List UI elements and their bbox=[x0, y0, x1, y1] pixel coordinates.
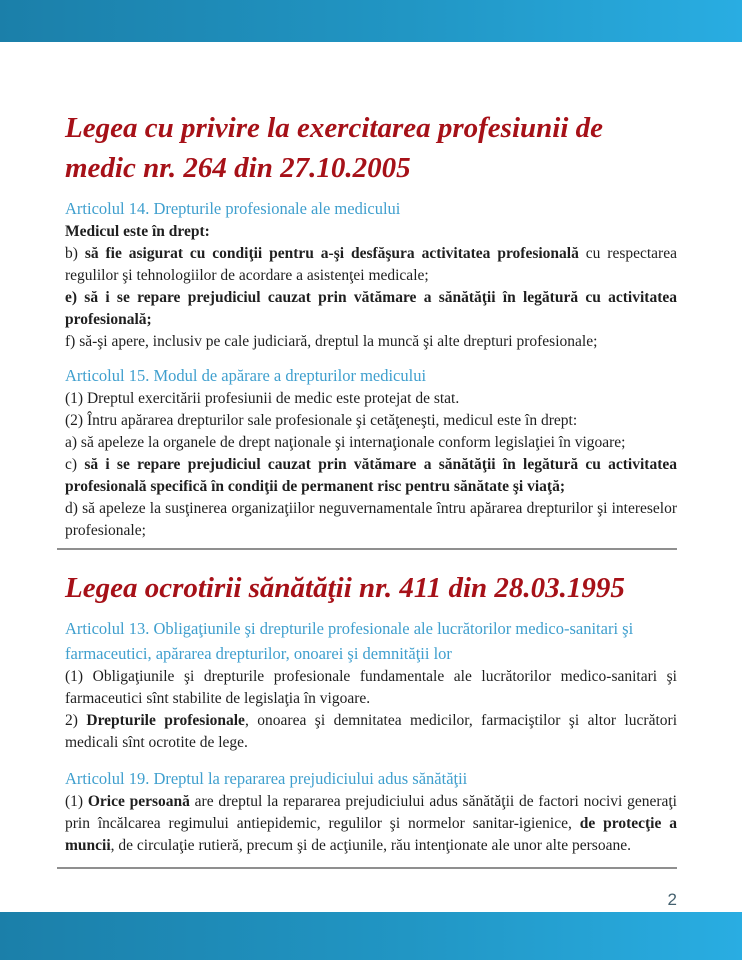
article-14-heading: Articolul 14. Drepturile profesionale ale medicului bbox=[65, 199, 401, 218]
article-15-heading: Articolul 15. Modul de apărare a drepturilor medicului bbox=[65, 366, 427, 385]
article-15-paragraph: c) să i se repare prejudiciul cauzat prin vătămare a sănătăţii în legătură cu activitatea profesională specifică în condiţii de permanent risc pentru sănătate şi viaţă; bbox=[65, 456, 677, 495]
section-divider bbox=[57, 548, 677, 550]
article-15-paragraph: a) să apeleze la organele de drept naţionale şi internaţionale conform legislaţiei în vigoare; bbox=[65, 434, 626, 451]
article-19-heading: Articolul 19. Dreptul la repararea prejudiciului adus sănătăţii bbox=[65, 769, 468, 788]
article-15-paragraph: (2) Întru apărarea drepturilor sale profesionale şi cetăţeneşti, medicul este în drept: bbox=[65, 412, 578, 429]
article-13-heading: Articolul 13. Obligaţiunile şi drepturile profesionale ale lucrătorilor medico-sanitari şi farmaceutici, apărarea drepturilor, onoarei şi demnităţii lor bbox=[65, 619, 634, 663]
article-14-paragraph: e) să i se repare prejudiciul cauzat prin vătămare a sănătăţii în legătură cu activitatea profesională; bbox=[65, 289, 677, 328]
section-divider bbox=[57, 867, 677, 869]
article-13-paragraph: 2) Drepturile profesionale, onoarea şi demnitatea medicilor, farmaciştilor şi altor lucrători medicali sînt ocrotite de lege. bbox=[65, 712, 677, 751]
top-accent-bar bbox=[0, 0, 742, 42]
article-19-paragraph: (1) Orice persoană are dreptul la repararea prejudiciului adus sănătăţii de factori nocivi generaţi prin încălcarea regimului antiepidemic, regulilor şi normelor sanitar-igienice, de protecţie a muncii, de circulaţie rutieră, precum şi de acţiunile, rău intenţionate ale unor alte persoane. bbox=[65, 793, 677, 854]
law-title-2: Legea ocrotirii sănătăţii nr. 411 din 28.03.1995 bbox=[65, 572, 625, 604]
article-14-paragraph: f) să-şi apere, inclusiv pe cale judiciară, dreptul la muncă şi alte drepturi profesionale; bbox=[65, 333, 598, 350]
bottom-accent-bar bbox=[0, 912, 742, 960]
article-14-paragraph: Medicul este în drept: bbox=[65, 223, 210, 240]
page-number: 2 bbox=[667, 890, 677, 909]
article-15-paragraph: (1) Dreptul exercitării profesiunii de medic este protejat de stat. bbox=[65, 390, 460, 407]
law-title-1: Legea cu privire la exercitarea profesiunii de medic nr. 264 din 27.10.2005 bbox=[65, 112, 604, 184]
article-15-paragraph: d) să apeleze la susţinerea organizaţiilor neguvernamentale întru apărarea drepturilor şi intereselor profesionale; bbox=[65, 500, 677, 539]
article-14-paragraph: b) să fie asigurat cu condiţii pentru a-şi desfăşura activitatea profesională cu respectarea regulilor şi tehnologiilor de acordare a asistenţei medicale; bbox=[65, 245, 677, 284]
article-13-paragraph: (1) Obligaţiunile şi drepturile profesionale fundamentale ale lucrătorilor medico-sanitari şi farmaceutici sînt stabilite de legislaţia în vigoare. bbox=[65, 668, 677, 707]
document-page bbox=[65, 42, 677, 869]
